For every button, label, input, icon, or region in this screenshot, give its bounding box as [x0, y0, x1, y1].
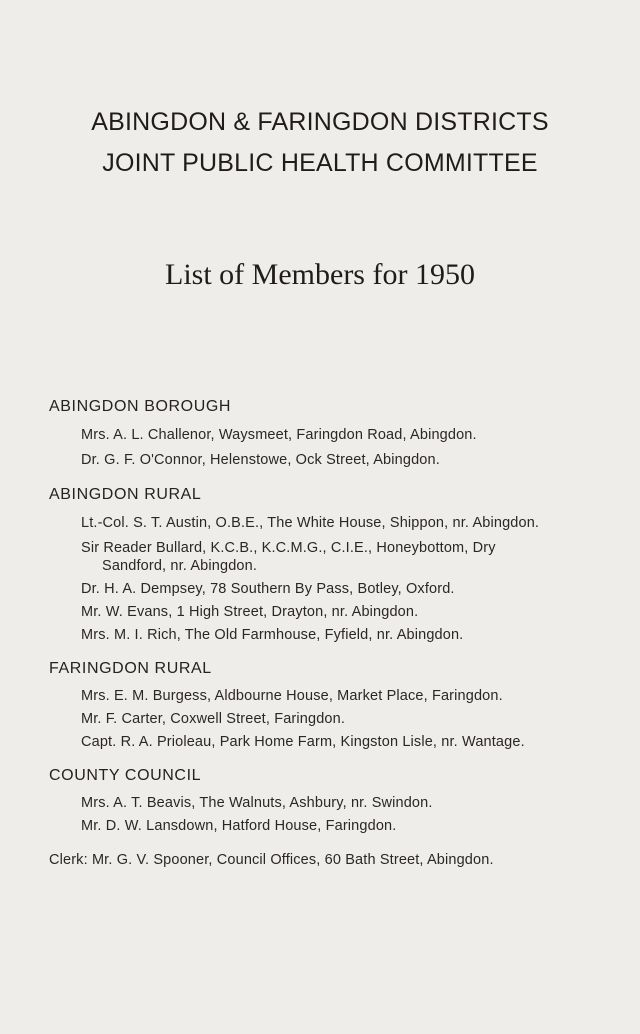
clerk-line: Clerk: Mr. G. V. Spooner, Council Offices, 60 Bath Street, Abingdon. — [49, 852, 494, 868]
member-entry: Lt.-Col. S. T. Austin, O.B.E., The White House, Shippon, nr. Abingdon. — [81, 515, 540, 531]
member-entry: Capt. R. A. Prioleau, Park Home Farm, Kingston Lisle, nr. Wantage. — [81, 734, 525, 750]
section-heading-abingdon-borough: ABINGDON BOROUGH — [49, 398, 232, 415]
member-entry: Mrs. A. T. Beavis, The Walnuts, Ashbury, nr. Swindon. — [81, 795, 433, 811]
member-entry: Mr. F. Carter, Coxwell Street, Faringdon. — [81, 711, 346, 727]
section-heading-faringdon-rural: FARINGDON RURAL — [49, 660, 212, 677]
member-entry: Mr. D. W. Lansdown, Hatford House, Faringdon. — [81, 818, 397, 834]
committee-title-line-2: JOINT PUBLIC HEALTH COMMITTEE — [102, 149, 538, 177]
member-entry: Dr. H. A. Dempsey, 78 Southern By Pass, Botley, Oxford. — [81, 581, 455, 597]
member-entry: Mrs. A. L. Challenor, Waysmeet, Faringdon Road, Abingdon. — [81, 427, 477, 443]
committee-title-line-1: ABINGDON & FARINGDON DISTRICTS — [91, 108, 549, 136]
members-list-title: List of Members for 1950 — [165, 258, 475, 291]
section-heading-abingdon-rural: ABINGDON RURAL — [49, 486, 202, 503]
member-entry-continuation: Sandford, nr. Abingdon. — [102, 558, 258, 574]
member-entry: Mrs. E. M. Burgess, Aldbourne House, Market Place, Faringdon. — [81, 688, 503, 704]
member-entry: Mrs. M. I. Rich, The Old Farmhouse, Fyfield, nr. Abingdon. — [81, 627, 464, 643]
section-heading-county-council: COUNTY COUNCIL — [49, 767, 202, 784]
member-entry: Dr. G. F. O'Connor, Helenstowe, Ock Street, Abingdon. — [81, 452, 440, 468]
member-entry: Mr. W. Evans, 1 High Street, Drayton, nr. Abingdon. — [81, 604, 419, 620]
member-entry: Sir Reader Bullard, K.C.B., K.C.M.G., C.I.E., Honeybottom, Dry — [81, 540, 496, 556]
